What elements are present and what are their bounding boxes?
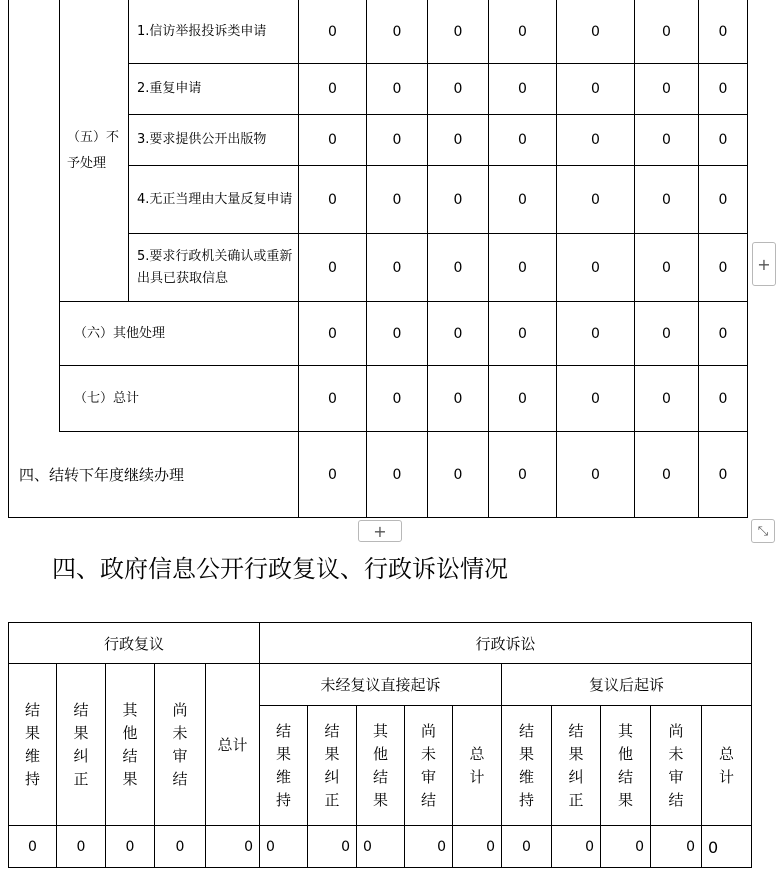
group-refuse-label: （五）不予处理 [67,129,120,171]
value-cell: 0 [635,432,699,518]
sub-header-char: 维 [24,746,40,765]
sub-header-char: 审 [420,767,436,786]
sub-header-char: 果 [568,744,584,763]
sub-header-char: 结 [420,790,436,809]
header-admin-litigation: 行政诉讼 [260,622,752,664]
sub-header-char: 其 [372,721,388,740]
group-refuse-cell [60,0,129,302]
value-cell: 0 [367,234,428,302]
sub-header-cell [702,706,752,826]
value-cell: 0 [552,826,601,868]
sub-header-char: 总 [718,744,734,763]
value-cell: 0 [635,115,699,166]
value-cell: 0 [635,234,699,302]
sub-header-char: 结 [122,746,138,765]
sub-header-char: 其 [122,700,138,719]
sub-header-char: 果 [372,790,388,809]
sub-header-cell: 总计 [206,664,260,826]
value-cell: 0 [557,302,635,366]
value-cell: 0 [367,115,428,166]
sub-header-char: 结 [668,790,684,809]
sub-header-char: 尚 [668,721,684,740]
sub-header-char: 他 [122,723,138,742]
value-cell: 0 [489,366,557,432]
sub-header-char: 其 [617,721,633,740]
sub-header-char: 他 [617,744,633,763]
sub-header-char: 纠 [324,767,340,786]
value-cell: 0 [699,0,748,64]
value-cell: 0 [489,115,557,166]
section-title: 四、政府信息公开行政复议、行政诉讼情况 [52,555,508,583]
sub-header-char: 果 [518,744,534,763]
value-cell: 0 [428,64,489,115]
value-cell: 0 [502,826,552,868]
sub-header-char: 计 [718,767,734,786]
sub-header-char: 果 [24,723,40,742]
value-cell: 0 [428,234,489,302]
row-label: （七）总计 [60,366,299,432]
sub-header-char: 正 [73,769,89,788]
sub-header-char: 未 [668,744,684,763]
value-cell: 0 [635,366,699,432]
value-cell: 0 [299,0,367,64]
sub-header-char: 尚 [420,721,436,740]
sub-header-char: 持 [275,790,291,809]
sub-header-char: 结 [73,700,89,719]
sub-header-cell [502,706,552,826]
value-cell: 0 [367,64,428,115]
value-cell: 0 [428,0,489,64]
sub-header-char: 审 [668,767,684,786]
sub-header-char: 结 [617,767,633,786]
value-cell: 0 [699,302,748,366]
value-cell: 0 [260,826,308,868]
resize-icon: ⤡ [757,523,769,539]
sub-header-cell [308,706,357,826]
sub-header-char: 持 [518,790,534,809]
value-cell: 0 [699,64,748,115]
value-cell: 0 [557,115,635,166]
value-cell: 0 [8,826,57,868]
sub-header-char: 果 [122,769,138,788]
value-cell: 0 [206,826,260,868]
value-cell: 0 [601,826,651,868]
sub-header-char: 正 [568,790,584,809]
sub-header-char: 持 [24,769,40,788]
sub-header-char: 总 [469,744,485,763]
sub-header-char: 维 [275,767,291,786]
sub-header-char: 果 [324,744,340,763]
value-cell: 0 [651,826,702,868]
table-resize-handle[interactable] [751,519,775,543]
sub-header-char: 结 [324,721,340,740]
value-cell: 0 [699,166,748,234]
row-label: （六）其他处理 [60,302,299,366]
sub-header-char: 结 [372,767,388,786]
sub-header-char: 果 [275,744,291,763]
value-cell: 0 [635,302,699,366]
header-admin-review: 行政复议 [8,622,260,664]
row-label: 5.要求行政机关确认或重新出具已获取信息 [129,234,299,302]
sub-header-char: 维 [518,767,534,786]
sub-header-char: 未 [420,744,436,763]
value-cell: 0 [357,826,405,868]
sub-header-cell [405,706,453,826]
value-cell: 0 [299,64,367,115]
value-cell: 0 [428,302,489,366]
value-cell: 0 [57,826,106,868]
value-cell: 0 [699,115,748,166]
value-cell: 0 [699,234,748,302]
sub-header-cell [8,664,57,826]
value-cell: 0 [299,366,367,432]
value-cell: 0 [155,826,206,868]
value-cell: 0 [635,64,699,115]
value-cell: 0 [557,432,635,518]
value-cell: 0 [557,234,635,302]
sub-header-char: 果 [617,790,633,809]
outer-left-column [8,0,60,432]
sub-header-cell [651,706,702,826]
sub-header-char: 结 [518,721,534,740]
value-cell: 0 [489,432,557,518]
value-cell: 0 [428,115,489,166]
add-column-button[interactable] [752,242,776,286]
value-cell: 0 [489,234,557,302]
row-label: 3.要求提供公开出版物 [129,115,299,166]
value-cell: 0 [635,0,699,64]
value-cell: 0 [367,432,428,518]
sub-header-cell [357,706,405,826]
value-cell: 0 [699,366,748,432]
value-cell: 0 [106,826,155,868]
sub-header-char: 果 [73,723,89,742]
sub-header-char: 未 [172,723,188,742]
header-after-review-suit: 复议后起诉 [502,664,752,706]
sub-header-cell [155,664,206,826]
row-label: 2.重复申请 [129,64,299,115]
sub-header-cell [601,706,651,826]
value-cell: 0 [557,366,635,432]
value-cell: 0 [489,64,557,115]
value-cell: 0 [453,826,502,868]
sub-header-cell [260,706,308,826]
sub-header-char: 审 [172,746,188,765]
value-cell: 0 [428,432,489,518]
sub-header-char: 纠 [568,767,584,786]
row-label: 四、结转下年度继续办理 [8,432,299,518]
sub-header-char: 计 [469,767,485,786]
value-cell: 0 [489,0,557,64]
value-cell: 0 [367,0,428,64]
value-cell: 0 [635,166,699,234]
value-cell: 0 [299,166,367,234]
sub-header-char: 正 [324,790,340,809]
value-cell: 0 [428,366,489,432]
sub-header-char: 他 [372,744,388,763]
sub-header-char: 结 [568,721,584,740]
value-cell: 0 [489,166,557,234]
sub-header-char: 尚 [172,700,188,719]
plus-icon: + [757,254,771,274]
value-cell: 0 [557,166,635,234]
sub-header-char: 纠 [73,746,89,765]
value-cell: 0 [428,166,489,234]
value-cell: 0 [299,115,367,166]
value-cell: 0 [299,432,367,518]
value-cell: 0 [702,826,752,868]
plus-icon: + [373,521,387,541]
value-cell: 0 [367,302,428,366]
sub-header-cell [552,706,601,826]
row-label: 4.无正当理由大量反复申请 [129,166,299,234]
value-cell: 0 [489,302,557,366]
sub-header-char: 结 [275,721,291,740]
sub-header-cell [57,664,106,826]
value-cell: 0 [299,302,367,366]
sub-header-char: 结 [172,769,188,788]
sub-header-cell [106,664,155,826]
value-cell: 0 [557,64,635,115]
value-cell: 0 [699,432,748,518]
value-cell: 0 [367,166,428,234]
value-cell: 0 [308,826,357,868]
sub-header-cell [453,706,502,826]
value-cell: 0 [405,826,453,868]
row-label: 1.信访举报投诉类申请 [129,0,299,64]
header-direct-suit: 未经复议直接起诉 [260,664,502,706]
add-row-button[interactable] [358,520,402,542]
sub-header-char: 结 [24,700,40,719]
value-cell: 0 [367,366,428,432]
value-cell: 0 [299,234,367,302]
value-cell: 0 [557,0,635,64]
